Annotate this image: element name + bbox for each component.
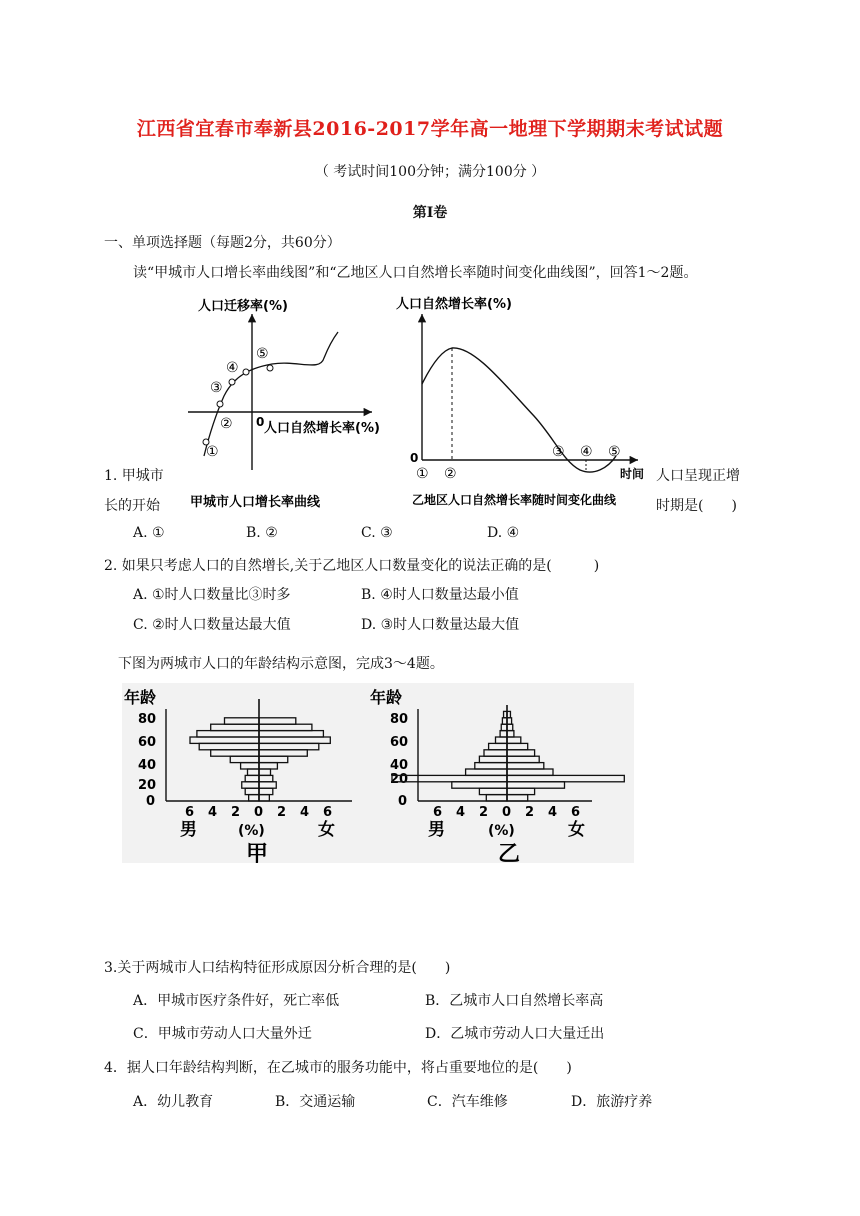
fig1-ylabel: 人口迁移率(%) — [198, 299, 288, 314]
pyramid-b-male-bar — [452, 782, 507, 788]
pyramid-b-female-bar — [507, 795, 528, 801]
q1-option-b: B. ② — [246, 525, 278, 541]
pyramid-b-name: 乙 — [498, 842, 521, 863]
pyramid-a-male-bar — [248, 769, 260, 775]
pyramid-a-female-bar — [259, 718, 296, 724]
pyramid-a-female: 女 — [318, 820, 335, 840]
pyramid-b-female-bar — [507, 731, 514, 737]
pyramid-b-female-bar — [507, 788, 535, 794]
pyramid-b-male: 男 — [428, 820, 445, 840]
fig2-ylabel: 人口自然增长率(%) — [396, 297, 512, 312]
question-3: 3.关于两城市人口结构特征形成原因分析合理的是( ) — [104, 960, 451, 976]
fig1-point-5 — [267, 365, 273, 371]
pyramid-a-male-bar — [245, 788, 259, 794]
fig1-mark-4: ④ — [226, 360, 239, 376]
pyramid-b-xtick-4: 0 — [502, 805, 512, 820]
question-4: 4．据人口年龄结构判断，在乙城市的服务功能中，将占重要地位的是( ) — [104, 1060, 572, 1076]
fig1-origin: 0 — [256, 415, 265, 429]
q1-option-c: C. ③ — [361, 525, 393, 541]
pyramid-b-xtick-7: 6 — [571, 805, 581, 820]
q1-option-a: A. ① — [133, 525, 165, 541]
pyramid-a-male-bar — [211, 724, 259, 730]
pyramid-b-xtick-5: 2 — [525, 805, 535, 820]
pyramid-a-ylabel: 年龄 — [124, 688, 157, 707]
pyramid-a-female-bar — [259, 724, 312, 730]
fig1-mark-3: ③ — [210, 380, 223, 396]
q1-text-right-b: 时期是( ) — [656, 498, 737, 514]
q2-option-b: B. ④时人口数量达最小值 — [361, 587, 519, 603]
pyramid-b-male-bar — [500, 731, 507, 737]
pyramid-b-male-bar — [475, 763, 507, 769]
pyramid-a-male-bar — [249, 795, 259, 801]
fig1-curve — [204, 332, 338, 456]
q4-option-d: D．旅游疗养 — [571, 1094, 653, 1110]
pyramid-a-male-bar — [211, 750, 259, 756]
figure-age-pyramids — [122, 683, 634, 863]
volume-heading: 第Ⅰ卷 — [412, 205, 448, 221]
fig2-mark-2: ② — [444, 466, 457, 482]
q2-option-a: A. ①时人口数量比③时多 — [133, 587, 291, 603]
pyramid-a-female-bar — [259, 731, 323, 737]
fig1-point-4 — [243, 369, 249, 375]
pyramid-a-female-bar — [259, 763, 277, 769]
pyramid-b-female-bar — [507, 737, 521, 743]
intro-q1-2: 读“甲城市人口增长率曲线图”和“乙地区人口自然增长率随时间变化曲线图”，回答1～2题。 — [133, 265, 698, 281]
pyramid-b-male-bar — [486, 795, 507, 801]
fig2-mark-4: ④ — [580, 444, 593, 460]
pyramid-b-female-bar — [507, 763, 544, 769]
q3-option-d: D．乙城市劳动人口大量迁出 — [425, 1026, 605, 1042]
pyramid-a-male-bar — [225, 718, 260, 724]
pyramid-b-xtick-6: 4 — [548, 805, 558, 820]
q3-option-b: B．乙城市人口自然增长率高 — [425, 993, 604, 1009]
q2-option-d: D. ③时人口数量达最大值 — [361, 617, 520, 633]
fig2-caption: 乙地区人口自然增长率随时间变化曲线 — [412, 493, 617, 507]
intro-q3-4: 下图为两城市人口的年龄结构示意图，完成3～4题。 — [118, 656, 444, 672]
pyramid-b-age-40: 40 — [390, 758, 409, 773]
fig1-point-3 — [229, 379, 235, 385]
pyramid-b-female-bar — [507, 724, 513, 730]
q4-option-a: A．幼儿教育 — [133, 1094, 214, 1110]
pyramid-a-xtick-5: 2 — [277, 805, 287, 820]
document-title: 江西省宜春市奉新县2016-2017学年高一地理下学期期末考试试题 — [136, 118, 724, 140]
pyramid-b-female-bar — [507, 750, 535, 756]
fig2-xlabel: 时间 — [620, 467, 645, 481]
pyramid-b-male-bar — [496, 737, 508, 743]
pyramid-b-female-bar — [507, 782, 565, 788]
fig2-mark-1: ① — [416, 466, 429, 482]
pyramid-a-xtick-4: 0 — [254, 805, 264, 820]
pyramid-b-unit: (%) — [488, 823, 515, 839]
pyramid-a-male-bar — [242, 782, 259, 788]
q1-text-left-b: 长的开始 — [104, 498, 160, 514]
q4-option-b: B．交通运输 — [275, 1094, 356, 1110]
fig1-mark-2: ② — [220, 416, 233, 432]
pyramid-b-male-bar — [484, 750, 507, 756]
pyramid-b-male-bar — [479, 788, 507, 794]
pyramid-a-xtick-3: 2 — [231, 805, 241, 820]
q2-option-c: C. ②时人口数量达最大值 — [133, 617, 291, 633]
pyramid-a-age-80: 80 — [138, 712, 157, 727]
q1-text-left-a: 1. 甲城市 — [104, 468, 164, 484]
pyramid-a-age-0: 0 — [146, 794, 156, 809]
pyramid-a-male-bar — [241, 763, 259, 769]
section-heading: 一、单项选择题（每题2分，共60分） — [104, 235, 341, 251]
pyramid-a-xtick-2: 4 — [208, 805, 218, 820]
fig2-origin: 0 — [410, 451, 419, 465]
q3-option-c: C．甲城市劳动人口大量外迁 — [133, 1026, 312, 1042]
pyramid-b-male-bar — [489, 743, 507, 749]
fig2-mark-5: ⑤ — [608, 444, 621, 460]
q4-option-c: C．汽车维修 — [427, 1094, 508, 1110]
pyramid-b-age-20: 20 — [390, 772, 409, 787]
pyramid-a-male: 男 — [180, 820, 197, 840]
pyramid-a-female-bar — [259, 756, 288, 762]
pyramid-b-male-bar — [466, 769, 507, 775]
figure-city-a-growth-curve — [180, 292, 400, 514]
pyramid-a-male-bar — [230, 756, 259, 762]
q1-text-right-a: 人口呈现正增 — [656, 468, 740, 484]
pyramid-a-age-40: 40 — [138, 758, 157, 773]
pyramid-b-female: 女 — [568, 820, 585, 840]
q1-option-d: D. ④ — [487, 525, 520, 541]
pyramid-b-male-bar — [501, 724, 507, 730]
pyramid-a-female-bar — [259, 743, 319, 749]
fig1-point-2 — [217, 401, 223, 407]
exam-info: （ 考试时间100分钟；满分100分 ） — [314, 164, 546, 180]
pyramid-b-group — [370, 688, 624, 863]
fig1-xlabel: 人口自然增长率(%) — [264, 421, 380, 436]
q3-option-a: A．甲城市医疗条件好，死亡率低 — [133, 993, 340, 1009]
pyramid-a-male-bar — [245, 775, 259, 781]
pyramid-a-unit: (%) — [238, 823, 265, 839]
pyramid-a-male-bar — [199, 743, 259, 749]
fig2-mark-3: ③ — [552, 444, 565, 460]
pyramid-a-female-bar — [259, 769, 271, 775]
pyramid-b-female-bar — [507, 769, 553, 775]
pyramid-a-age-20: 20 — [138, 778, 157, 793]
pyramid-a-female-bar — [259, 775, 273, 781]
pyramid-b-male-bar — [392, 775, 507, 781]
pyramid-a-female-bar — [259, 782, 276, 788]
pyramid-b-female-bar — [507, 756, 539, 762]
pyramid-a-xtick-6: 4 — [300, 805, 310, 820]
pyramid-b-male-bar — [479, 756, 507, 762]
pyramid-b-female-bar — [507, 775, 624, 781]
pyramid-a-female-bar — [259, 750, 307, 756]
pyramid-b-xtick-1: 6 — [433, 805, 443, 820]
fig1-caption: 甲城市人口增长率曲线 — [190, 495, 321, 510]
pyramid-b-age-80: 80 — [390, 712, 409, 727]
pyramid-b-xtick-2: 4 — [456, 805, 466, 820]
pyramid-a-xtick-7: 6 — [323, 805, 333, 820]
pyramid-b-age-0: 0 — [398, 794, 408, 809]
pyramid-a-female-bar — [259, 737, 330, 743]
pyramid-b-female-bar — [507, 743, 528, 749]
figure-region-b-growth-curve — [394, 292, 660, 514]
pyramid-b-xtick-3: 2 — [479, 805, 489, 820]
pyramid-b-ylabel: 年龄 — [370, 688, 403, 707]
pyramid-a-male-bar — [190, 737, 259, 743]
pyramid-a-female-bar — [259, 795, 269, 801]
fig1-mark-1: ① — [206, 444, 219, 460]
pyramid-a-name: 甲 — [246, 842, 269, 863]
pyramid-a-male-bar — [197, 731, 259, 737]
question-2: 2. 如果只考虑人口的自然增长,关于乙地区人口数量变化的说法正确的是( ) — [104, 558, 600, 574]
pyramid-a-xtick-1: 6 — [185, 805, 195, 820]
pyramid-a-group — [124, 688, 352, 863]
fig1-mark-5: ⑤ — [256, 346, 269, 362]
pyramid-a-female-bar — [259, 788, 273, 794]
pyramid-b-age-60: 60 — [390, 735, 409, 750]
pyramid-a-age-60: 60 — [138, 735, 157, 750]
